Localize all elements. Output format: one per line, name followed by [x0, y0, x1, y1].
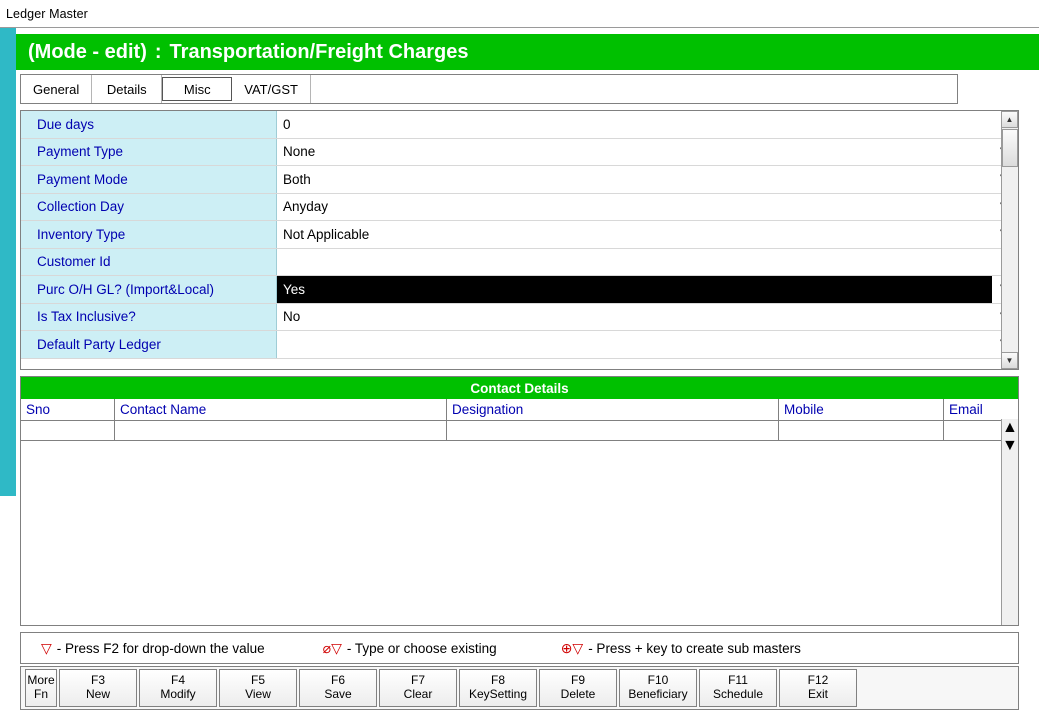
field-input-collection-day[interactable]: [277, 194, 992, 221]
legend-text-dropdown: - Press F2 for drop-down the value: [56, 640, 265, 656]
fnkey-more-fn-label: Fn: [33, 687, 48, 701]
field-input-purc-oh-gl[interactable]: [277, 276, 992, 303]
function-key-bar: [20, 666, 1019, 710]
legend-item-type-or-choose: [323, 640, 497, 657]
field-input-default-party-ledger[interactable]: [277, 331, 992, 358]
field-input-inventory-type[interactable]: [277, 221, 992, 248]
field-row-inventory-type: [21, 221, 1018, 249]
field-label-inventory-type: Inventory Type: [21, 221, 277, 248]
field-value-due-days: 0: [283, 116, 291, 132]
fnkey-f10-key: F10: [647, 673, 669, 688]
column-header-designation: Designation: [447, 399, 779, 420]
legend-bar: [20, 632, 1019, 664]
column-header-email: Email: [944, 399, 1018, 420]
scroll-up-icon[interactable]: ▲: [1001, 111, 1018, 128]
fnkey-f3-key: F3: [90, 673, 105, 688]
fnkey-f8-key: F8: [490, 673, 505, 688]
legend-item-dropdown: [41, 640, 265, 657]
field-label-due-days: Due days: [21, 111, 277, 138]
field-input-customer-id[interactable]: [277, 249, 992, 276]
misc-fields-panel: [20, 110, 1019, 370]
tab-filler: [311, 75, 957, 103]
tab-general[interactable]: [21, 75, 92, 103]
field-row-payment-type: [21, 139, 1018, 167]
contact-vertical-scrollbar[interactable]: [1001, 419, 1018, 625]
field-input-due-days[interactable]: [277, 111, 992, 138]
fields-vertical-scrollbar[interactable]: [1001, 111, 1018, 369]
window-title-bar: [0, 0, 1039, 28]
cell-contact-name[interactable]: [115, 421, 447, 440]
fnkey-f11-key: F11: [728, 673, 748, 688]
contact-details-title: Contact Details: [21, 377, 1018, 399]
field-input-is-tax-inclusive[interactable]: [277, 304, 992, 331]
type-or-choose-icon: ⌀▽: [322, 639, 342, 656]
fnkey-f3-new[interactable]: [59, 669, 137, 707]
field-input-payment-type[interactable]: [277, 139, 992, 166]
tab-general-label: General: [33, 81, 80, 97]
field-row-purc-oh-gl: [21, 276, 1018, 304]
fnkey-f11-label: Schedule: [712, 687, 764, 701]
fnkey-f4-key: F4: [170, 673, 185, 688]
fnkey-f12-key: F12: [807, 673, 829, 688]
column-header-mobile: Mobile: [779, 399, 944, 420]
scroll-thumb[interactable]: [1002, 129, 1018, 167]
field-value-is-tax-inclusive: No: [283, 309, 301, 325]
fnkey-f11-schedule[interactable]: [699, 669, 777, 707]
field-label-payment-type: Payment Type: [21, 139, 277, 166]
field-label-customer-id: Customer Id: [21, 249, 277, 276]
field-row-is-tax-inclusive: [21, 304, 1018, 332]
field-label-purc-oh-gl: Purc O/H GL? (Import&Local): [21, 276, 277, 303]
table-row[interactable]: [21, 421, 1018, 441]
field-row-customer-id: [21, 249, 1018, 277]
tab-misc-label: Misc: [183, 81, 211, 97]
field-value-collection-day: Anyday: [283, 199, 329, 215]
tab-misc[interactable]: [162, 77, 232, 101]
fnkey-f10-label: Beneficiary: [628, 687, 688, 701]
tab-vat-gst[interactable]: [232, 75, 311, 103]
mode-banner: [16, 34, 1039, 70]
fnkey-more-fn[interactable]: [25, 669, 57, 707]
legend-text-sub-masters: - Press + key to create sub masters: [588, 640, 801, 656]
mode-label: (Mode - edit): [28, 40, 147, 63]
fnkey-f5-label: View: [245, 687, 271, 701]
fnkey-f8-label: KeySetting: [468, 687, 528, 701]
fnkey-f12-exit[interactable]: [779, 669, 857, 707]
scroll-down-icon[interactable]: ▼: [1001, 352, 1018, 369]
fnkey-f3-label: New: [85, 687, 110, 701]
column-header-contact-name: Contact Name: [115, 399, 447, 420]
contact-details-body: [21, 419, 1018, 625]
tab-vat-gst-label: VAT/GST: [244, 81, 298, 97]
tab-bar: [20, 74, 958, 104]
fnkey-more-fn-key: More: [27, 673, 55, 688]
field-value-payment-type: None: [283, 144, 316, 160]
mode-separator: :: [154, 40, 162, 63]
contact-details-header-row: [21, 399, 1018, 421]
caret-down-icon-legend: ▽: [41, 639, 52, 656]
fnkey-f8-keysetting[interactable]: [459, 669, 537, 707]
legend-item-sub-masters: [561, 640, 801, 657]
fnkey-f5-view[interactable]: [219, 669, 297, 707]
contact-details-panel: [20, 376, 1019, 626]
legend-text-type-or-choose: - Type or choose existing: [346, 640, 497, 656]
field-row-collection-day: [21, 194, 1018, 222]
field-row-default-party-ledger: [21, 331, 1018, 359]
fnkey-f6-label: Save: [324, 687, 352, 701]
field-label-payment-mode: Payment Mode: [21, 166, 277, 193]
left-gutter-lower: [0, 496, 16, 724]
tab-details-label: Details: [106, 81, 147, 97]
column-header-sno: Sno: [21, 399, 115, 420]
field-input-payment-mode[interactable]: [277, 166, 992, 193]
fnkey-f7-key: F7: [410, 673, 425, 688]
contact-scroll-up-icon[interactable]: ▲: [1002, 419, 1018, 436]
fnkey-f12-label: Exit: [807, 687, 828, 701]
plus-create-icon: ⊕▽: [560, 639, 584, 656]
field-row-payment-mode: [21, 166, 1018, 194]
contact-scroll-down-icon[interactable]: ▼: [1002, 437, 1018, 454]
field-label-default-party-ledger: Default Party Ledger: [21, 331, 277, 358]
fnkey-f6-key: F6: [330, 673, 345, 688]
field-value-payment-mode: Both: [283, 171, 311, 187]
fnkey-f10-beneficiary[interactable]: [619, 669, 697, 707]
field-label-collection-day: Collection Day: [21, 194, 277, 221]
field-label-is-tax-inclusive: Is Tax Inclusive?: [21, 304, 277, 331]
tab-details[interactable]: [92, 75, 162, 103]
cell-sno[interactable]: [21, 421, 115, 440]
fnkey-f7-label: Clear: [403, 687, 433, 701]
fnkey-f9-label: Delete: [560, 687, 596, 701]
window-title: Ledger Master: [6, 6, 88, 21]
fnkey-f9-key: F9: [570, 673, 585, 688]
fnkey-f4-modify[interactable]: [139, 669, 217, 707]
fnkey-f6-save[interactable]: [299, 669, 377, 707]
fnkey-f7-clear[interactable]: [379, 669, 457, 707]
fnkey-f9-delete[interactable]: [539, 669, 617, 707]
cell-designation[interactable]: [447, 421, 779, 440]
fnkey-f5-key: F5: [250, 673, 265, 688]
field-row-due-days: [21, 111, 1018, 139]
cell-mobile[interactable]: [779, 421, 944, 440]
fnkey-f4-label: Modify: [160, 687, 196, 701]
page-title: Transportation/Freight Charges: [169, 40, 469, 63]
field-value-inventory-type: Not Applicable: [283, 226, 370, 242]
field-value-purc-oh-gl: Yes: [283, 281, 306, 297]
